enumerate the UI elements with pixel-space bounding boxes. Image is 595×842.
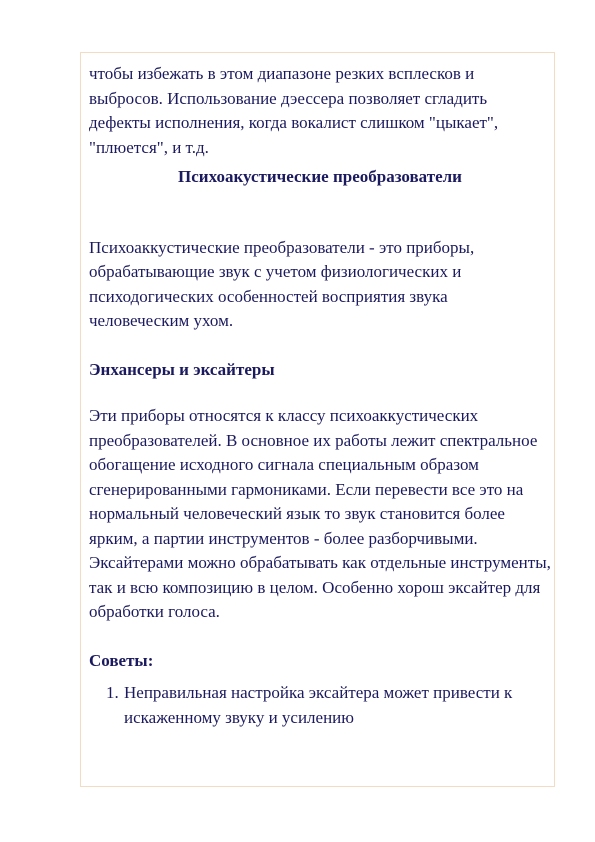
spacer xyxy=(89,190,551,236)
enhancers-paragraph: Эти приборы относятся к классу психоаккустических преобразователей. В основное их работы лежит спектральное обогащение исходного сигнала специальным образом сгенерированными гармониками. Если перевести все это на нормальный человеческий язык то звук становится более ярким, а партии инструментов - более разборчивыми. Эксайтерами можно обрабатывать как отдельные инструменты, так и всю композицию в целом. Особенно хорош эксайтер для обработки голоса. xyxy=(89,406,551,621)
tips-list xyxy=(89,681,551,730)
document-body xyxy=(89,62,551,730)
spacer xyxy=(89,334,551,358)
spacer xyxy=(89,625,551,649)
tip-item: 1. Неправильная настройка эксайтера может привести к искаженному звуку и усилению xyxy=(123,681,551,730)
intro-paragraph: чтобы избежать в этом диапазоне резких всплесков и выбросов. Использование дэессера позволяет сгладить дефекты исполнения, когда вокалист слишком "цыкает", "плюется", и т.д. xyxy=(89,64,499,157)
heading-enhancers-exciters: Энхансеры и эксайтеры xyxy=(89,359,275,379)
spacer xyxy=(89,382,551,404)
heading-tips: Советы: xyxy=(89,650,154,670)
heading-psychoacoustic-converters: Психоакустические преобразователи xyxy=(178,167,462,186)
psychoacoustic-paragraph: Психоаккустические преобразователи - это приборы, обрабатывающие звук с учетом физиологических и психодогических особенностей восприятия звука человеческим ухом. xyxy=(89,237,475,330)
